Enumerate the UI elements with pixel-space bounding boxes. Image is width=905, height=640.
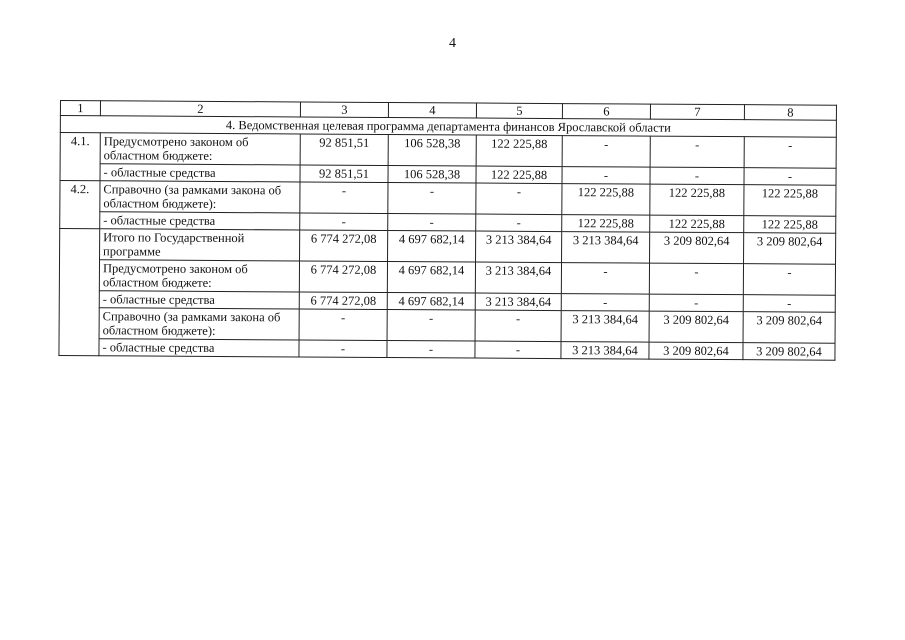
row-number-cell: 4.1. bbox=[60, 133, 100, 181]
page-number: 4 bbox=[449, 36, 456, 51]
value-cell: - bbox=[561, 294, 649, 312]
value-cell: - bbox=[475, 310, 561, 342]
column-number: 3 bbox=[300, 102, 388, 118]
value-cell: - bbox=[300, 213, 388, 231]
budget-table bbox=[58, 100, 837, 361]
value-cell: - bbox=[388, 183, 476, 215]
value-cell: 4 697 682,14 bbox=[388, 231, 476, 263]
value-cell: - bbox=[649, 263, 743, 295]
value-cell: 3 209 802,64 bbox=[743, 312, 835, 344]
value-cell: 122 225,88 bbox=[562, 215, 650, 233]
value-cell: - bbox=[475, 341, 561, 359]
value-cell: 6 774 272,08 bbox=[299, 261, 387, 293]
value-cell: 3 213 384,64 bbox=[561, 311, 649, 343]
value-cell: 3 209 802,64 bbox=[743, 343, 835, 361]
row-label-cell: Справочно (за рамками закона об областном бюджете): bbox=[99, 308, 299, 340]
value-cell: - bbox=[387, 341, 475, 359]
row-number-cell bbox=[59, 229, 100, 356]
value-cell: - bbox=[387, 310, 475, 342]
column-number: 1 bbox=[60, 101, 100, 116]
value-cell: 3 213 384,64 bbox=[475, 262, 561, 294]
value-cell: - bbox=[650, 136, 744, 168]
table-row bbox=[59, 260, 835, 296]
value-cell: 106 528,38 bbox=[388, 135, 476, 167]
value-cell: 4 697 682,14 bbox=[387, 262, 475, 294]
value-cell: 122 225,88 bbox=[744, 185, 836, 217]
value-cell: - bbox=[744, 168, 836, 186]
column-number: 6 bbox=[562, 104, 650, 120]
value-cell: 106 528,38 bbox=[388, 166, 476, 184]
value-cell: - bbox=[743, 295, 835, 313]
value-cell: 3 213 384,64 bbox=[476, 231, 562, 263]
value-cell: 122 225,88 bbox=[476, 166, 562, 184]
value-cell: - bbox=[744, 137, 836, 169]
value-cell: 3 209 802,64 bbox=[649, 342, 743, 360]
value-cell: 122 225,88 bbox=[650, 215, 744, 233]
value-cell: - bbox=[388, 214, 476, 232]
value-cell: - bbox=[561, 263, 649, 295]
row-label-cell: - областные средства bbox=[100, 212, 300, 230]
value-cell: 6 774 272,08 bbox=[300, 230, 388, 262]
table-row bbox=[59, 307, 835, 343]
column-number: 2 bbox=[100, 101, 300, 117]
value-cell: - bbox=[650, 167, 744, 185]
table-row bbox=[60, 229, 836, 265]
column-number: 4 bbox=[388, 103, 476, 119]
value-cell: - bbox=[299, 309, 387, 341]
value-cell: 3 209 802,64 bbox=[744, 233, 836, 265]
table-row bbox=[60, 133, 836, 169]
value-cell: - bbox=[743, 264, 835, 296]
value-cell: 122 225,88 bbox=[476, 135, 562, 167]
value-cell: - bbox=[300, 182, 388, 214]
value-cell: 3 213 384,64 bbox=[475, 293, 561, 311]
row-label-cell: - областные средства bbox=[100, 164, 300, 182]
value-cell: 122 225,88 bbox=[650, 184, 744, 216]
column-number: 7 bbox=[650, 104, 744, 120]
row-label-cell: Справочно (за рамками закона об областном бюджете): bbox=[100, 181, 300, 213]
row-label-cell: Предусмотрено законом об областном бюджете: bbox=[100, 133, 300, 165]
value-cell: 92 851,51 bbox=[300, 134, 388, 166]
column-number: 8 bbox=[744, 105, 836, 121]
section-title: 4. Ведомственная целевая программа департамента финансов Ярославской области bbox=[60, 116, 836, 138]
row-label-cell: Итого по Государственной программе bbox=[100, 229, 300, 261]
value-cell: 6 774 272,08 bbox=[299, 292, 387, 310]
row-number-cell: 4.2. bbox=[60, 181, 100, 229]
row-label-cell: Предусмотрено законом об областном бюджете: bbox=[99, 260, 299, 292]
table-row bbox=[59, 338, 835, 360]
value-cell: 3 213 384,64 bbox=[561, 342, 649, 360]
value-cell: - bbox=[649, 294, 743, 312]
value-cell: - bbox=[562, 167, 650, 185]
value-cell: 92 851,51 bbox=[300, 165, 388, 183]
value-cell: - bbox=[299, 340, 387, 358]
row-label-cell: - областные средства bbox=[99, 339, 299, 357]
value-cell: - bbox=[476, 183, 562, 215]
value-cell: - bbox=[562, 136, 650, 168]
table-row bbox=[60, 181, 836, 217]
value-cell: 122 225,88 bbox=[744, 216, 836, 234]
value-cell: 3 209 802,64 bbox=[649, 311, 743, 343]
table-body bbox=[59, 133, 836, 361]
value-cell: 3 209 802,64 bbox=[650, 232, 744, 264]
column-number: 5 bbox=[476, 103, 562, 119]
value-cell: 4 697 682,14 bbox=[387, 293, 475, 311]
value-cell: 3 213 384,64 bbox=[562, 232, 650, 264]
value-cell: - bbox=[476, 214, 562, 232]
row-label-cell: - областные средства bbox=[99, 291, 299, 309]
value-cell: 122 225,88 bbox=[562, 184, 650, 216]
